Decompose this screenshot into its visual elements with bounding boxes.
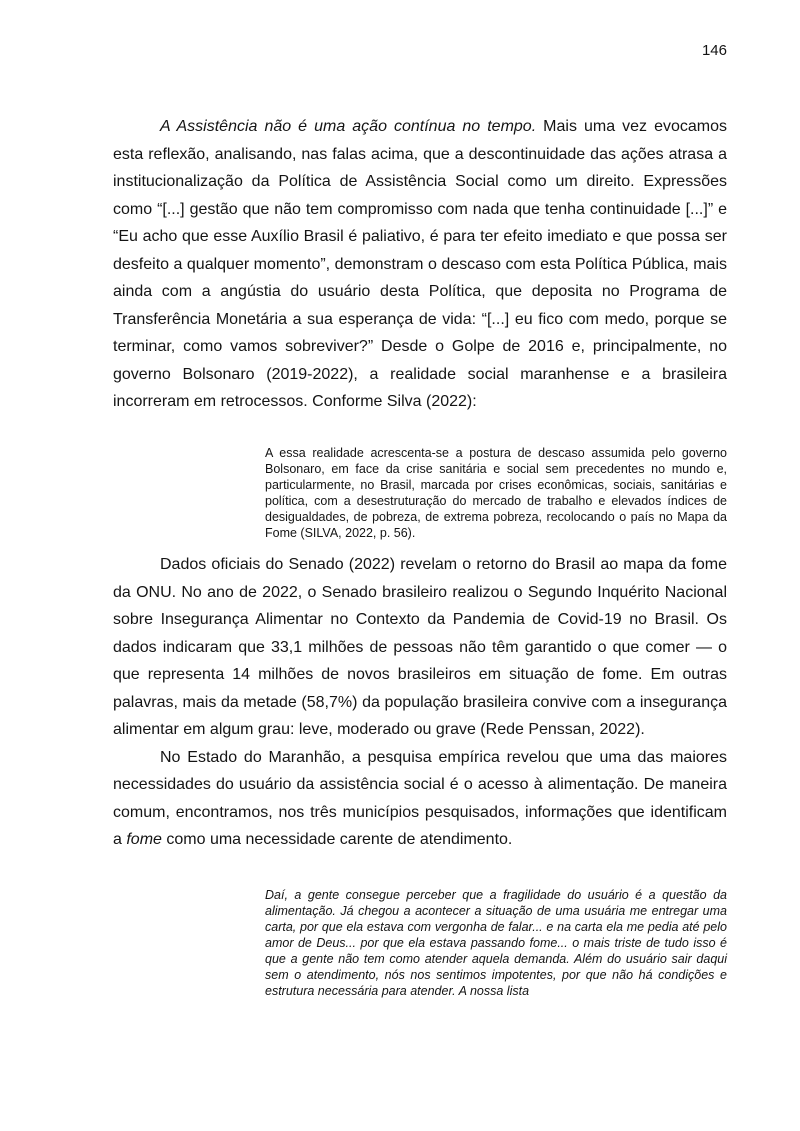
paragraph-2: Dados oficiais do Senado (2022) revelam o retorno do Brasil ao mapa da fome da ONU. No ano de 2022, o Senado brasileiro realizou o Segundo Inquérito Nacional sobre Insegurança Alimentar no Contexto da Pandemia de Covid-19 no Brasil. Os dados indicaram que 33,1 milhões de pessoas não têm garantido o que comer — o que representa 14 milhões de novos brasileiros em situação de fome. Em outras palavras, mais da metade (58,7%) da população brasileira convive com a insegurança alimentar em algum grau: leve, moderado ou grave (Rede Penssan, 2022). [113,556,727,738]
long-quote-silva: A essa realidade acrescenta-se a postura de descaso assumida pelo governo Bolsonaro, em face da crise sanitária e social sem precedentes no mundo e, particularmente, no Brasil, marcada por crises econômicas, sociais, sanitárias e política, com a desestruturação do mercado de trabalho e elevados índices de desigualdades, de pobreza, de extrema pobreza, recolocando o país no Mapa da Fome (SILVA, 2022, p. 56). [265,445,727,540]
page-content [113,113,727,999]
paragraph-3-before: No Estado do Maranhão, a pesquisa empírica revelou que uma das maiores necessidades do usuário da assistência social é o acesso à alimentação. De maneira comum, encontramos, nos três municípios pesquisados, informações que identificam a [113,748,727,848]
paragraph-1 [113,113,727,416]
paragraph-3 [113,744,727,854]
paragraph-1-text: Mais uma vez evocamos esta reflexão, analisando, nas falas acima, que a descontinuidade das ações atrasa a institucionalização da Política de Assistência Social como um direito. Expressões como “[...] gestão que não tem compromisso com nada que tenha continuidade [...]” e “Eu acho que esse Auxílio Brasil é paliativo, é para ter efeito imediato e que possa ser desfeito a qualquer momento”, demonstram o descaso com esta Política Pública, mais ainda com a angústia do usuário desta Política, que deposita no Programa de Transferência Monetária a sua esperança de vida: “[...] eu fico com medo, porque se terminar, como vamos sobreviver?” Desde o Golpe de 2016 e, principalmente, no governo Bolsonaro (2019-2022), a realidade social maranhense e a brasileira incorreram em retrocessos. Conforme Silva (2022): [113,118,727,410]
page-number: 146 [701,42,727,59]
paragraph-3-italic-word: fome [126,831,162,848]
interview-quote: Daí, a gente consegue perceber que a fragilidade do usuário é a questão da alimentação. Já chegou a acontecer a situação de uma usuária me entregar uma carta, por que ela estava com vergonha de falar... e na carta ela me pedia até pelo amor de Deus... por que ela estava passando fome... o mais triste de tudo isso é que a gente não tem como atender aquela demanda. Além do usuário sair daqui sem o atendimento, nós nos sentimos impotentes, por que não há condições e estrutura necessária para atender. A nossa lista [265,887,727,998]
paragraph-1-italic-lead: A Assistência não é uma ação contínua no tempo. [160,118,537,135]
paragraph-3-after: como uma necessidade carente de atendimento. [161,831,513,848]
